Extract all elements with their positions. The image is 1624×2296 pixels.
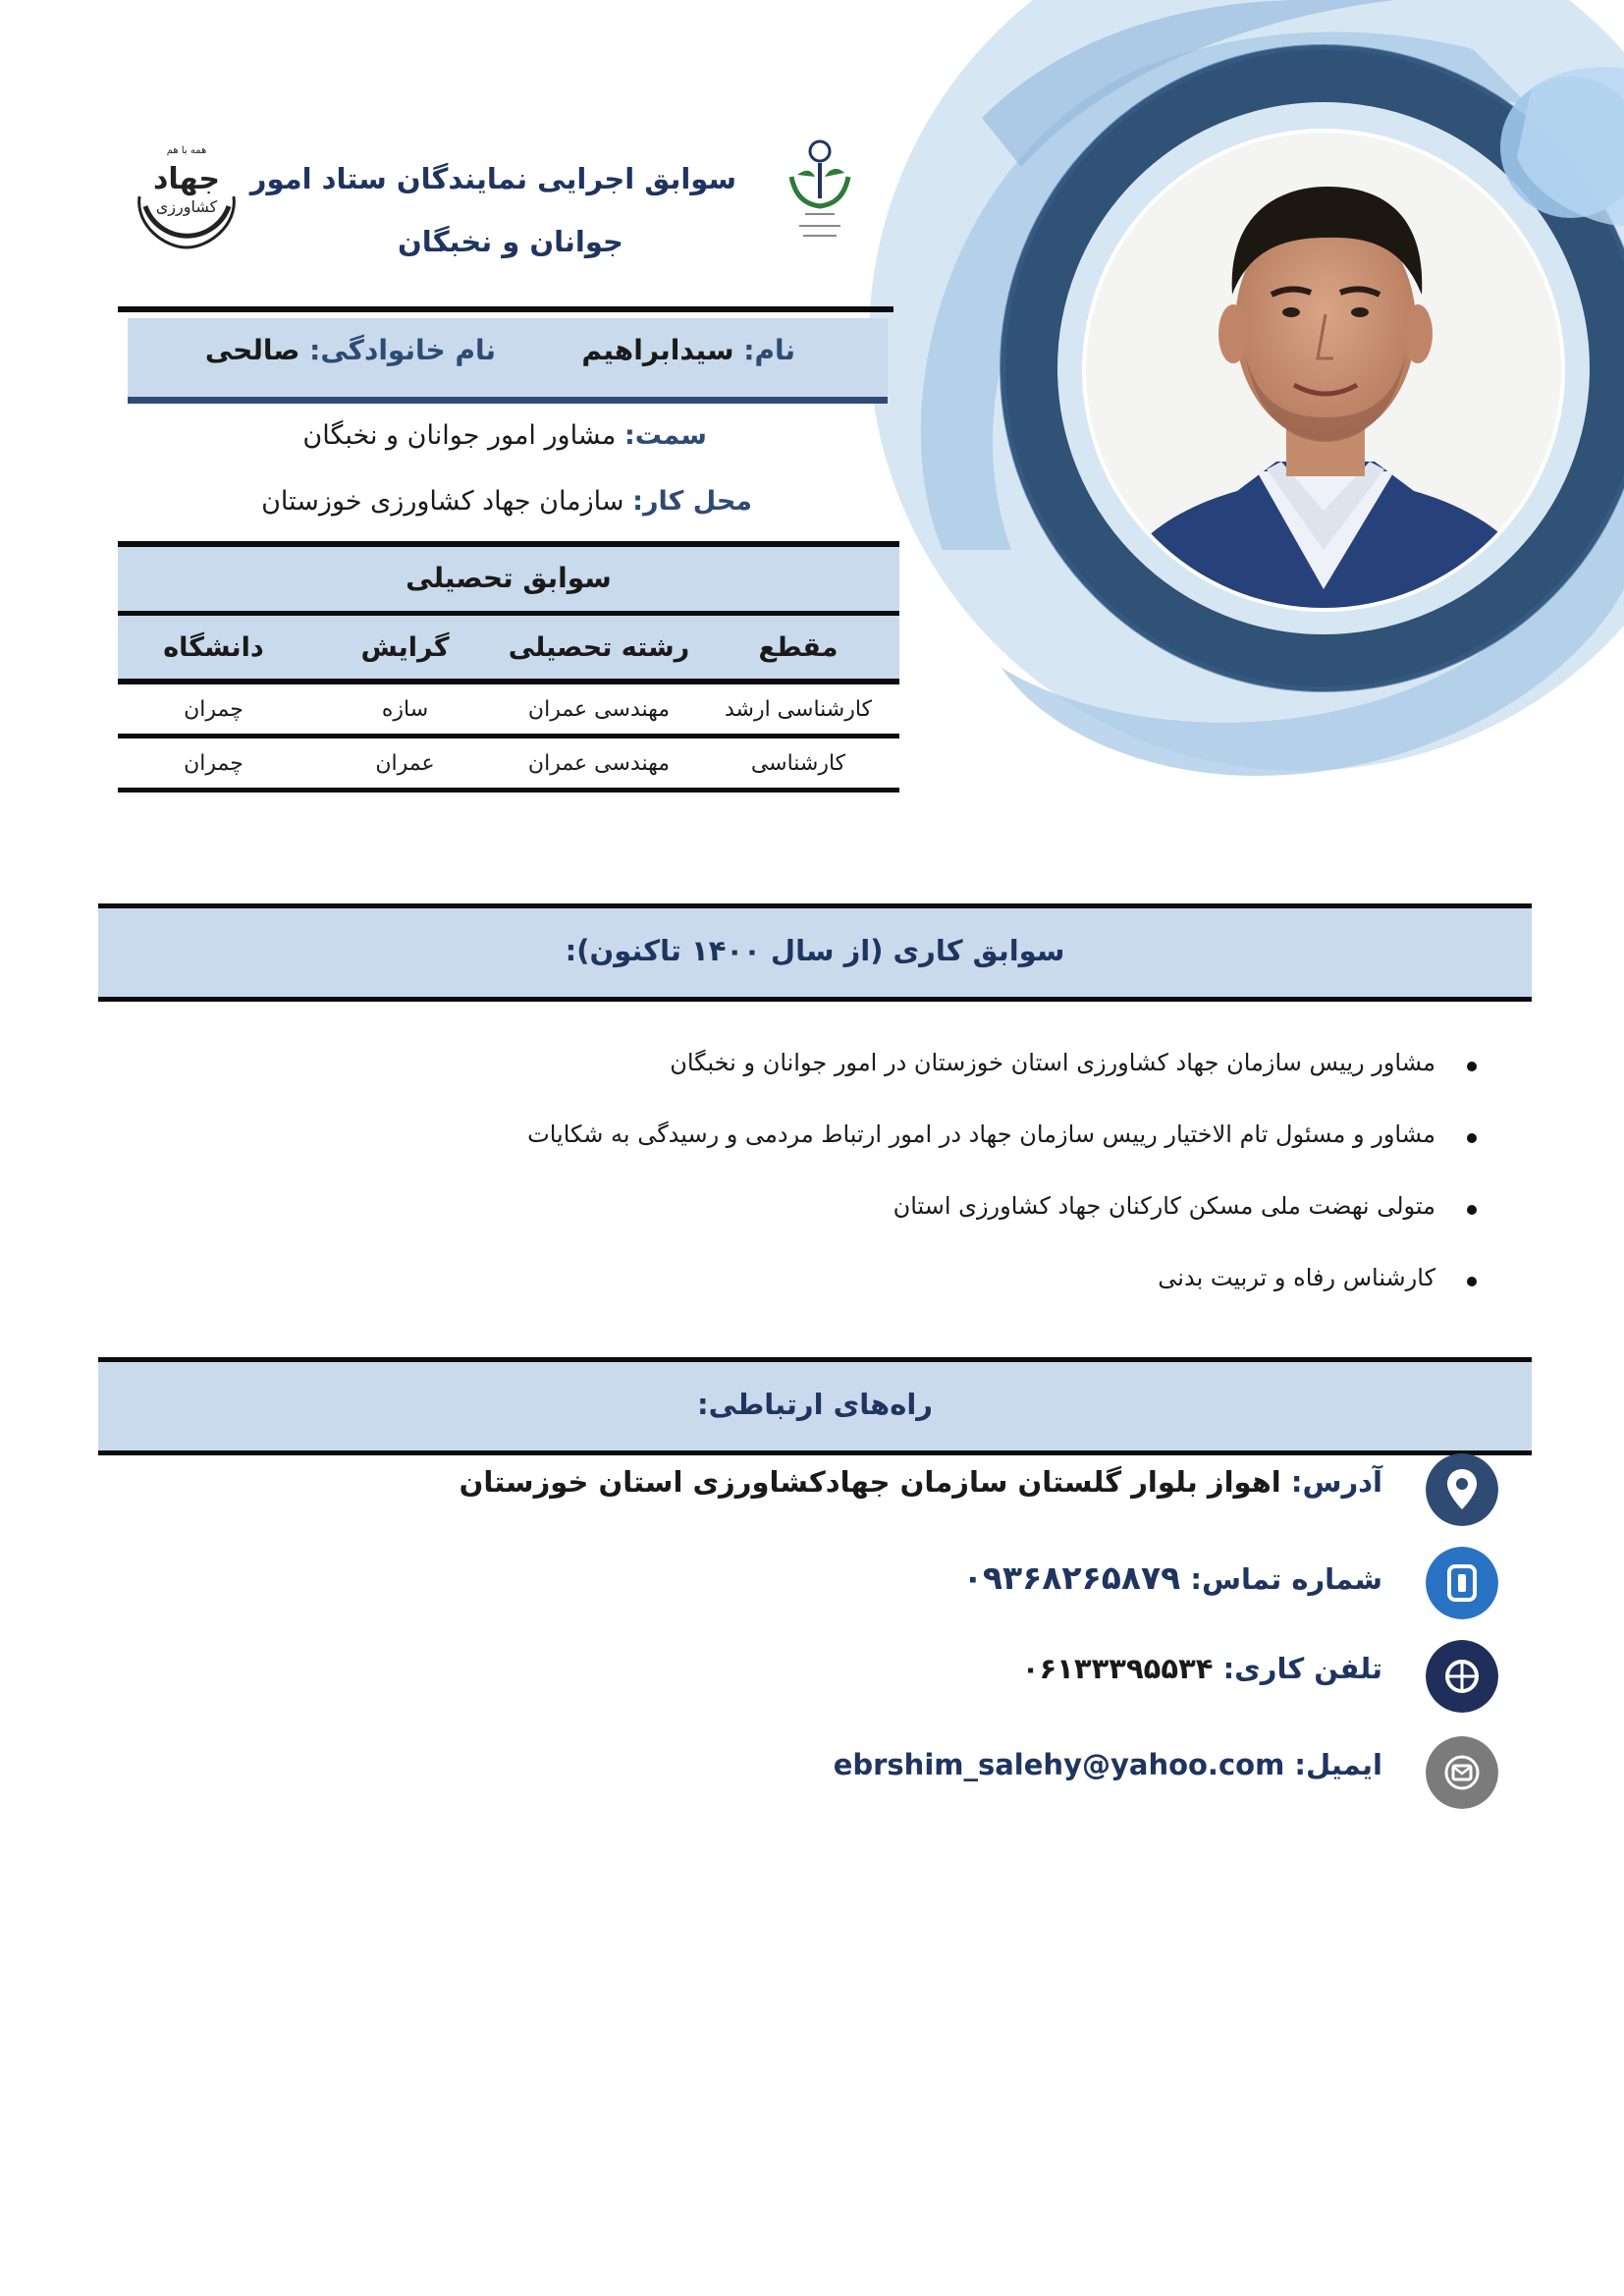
position-value: مشاور امور جوانان و نخبگان xyxy=(302,420,617,451)
phone-text xyxy=(963,1558,1382,1597)
first-name-label: نام: xyxy=(743,334,795,366)
phone-label: شماره تماس: xyxy=(1190,1562,1382,1596)
education-section xyxy=(118,541,899,793)
cell-degree: کارشناسی ارشد xyxy=(697,682,899,737)
svg-text:جهاد: جهاد xyxy=(152,162,221,196)
cell-major: عمران xyxy=(309,737,501,791)
address-text xyxy=(460,1465,1382,1499)
education-title: سوابق تحصیلی xyxy=(118,541,899,616)
list-item-text: متولی نهضت ملی مسکن کارکنان جهاد کشاورزی استان xyxy=(893,1192,1435,1220)
address-row xyxy=(320,1453,1498,1532)
workplace-label: محل کار: xyxy=(632,486,752,517)
col-degree: مقطع xyxy=(697,616,899,682)
name-band xyxy=(118,306,893,405)
col-major: گرایش xyxy=(309,616,501,682)
bullet-icon xyxy=(1467,1062,1477,1071)
col-university: دانشگاه xyxy=(118,616,309,682)
email-text xyxy=(834,1748,1382,1781)
workplace-line xyxy=(261,486,752,517)
page-title xyxy=(249,147,736,273)
email-icon xyxy=(1426,1736,1498,1809)
col-field: رشته تحصیلی xyxy=(501,616,697,682)
list-item-text: مشاور و مسئول تام الاختیار رییس سازمان جهاد در امور ارتباط مردمی و رسیدگی به شکایات xyxy=(527,1121,1435,1148)
work-phone-row xyxy=(320,1640,1498,1719)
first-name-value: سیدابراهیم xyxy=(581,334,734,366)
list-item xyxy=(200,1121,1477,1192)
email-value[interactable]: ebrshim_salehy@yahoo.com xyxy=(833,1748,1285,1781)
bullet-icon xyxy=(1467,1277,1477,1286)
phone-value[interactable]: ۰۹۳۶۸۲۶۵۸۷۹ xyxy=(962,1558,1181,1597)
list-item xyxy=(200,1264,1477,1336)
jahad-keshavarzi-logo xyxy=(126,137,248,255)
education-table xyxy=(118,616,899,793)
email-label: ایمیل: xyxy=(1294,1748,1382,1781)
list-item xyxy=(200,1192,1477,1264)
education-header-row xyxy=(118,616,899,682)
email-row xyxy=(320,1736,1498,1815)
telephone-icon xyxy=(1426,1640,1498,1713)
bullet-icon xyxy=(1467,1133,1477,1143)
contact-title: راه‌های ارتباطی: xyxy=(98,1357,1532,1455)
work-phone-value[interactable]: ۰۶۱۳۳۳۹۵۵۳۴ xyxy=(1021,1652,1214,1685)
work-history-title: سوابق کاری (از سال ۱۴۰۰ تاکنون): xyxy=(98,903,1532,1002)
table-row xyxy=(118,682,899,737)
bullet-icon xyxy=(1467,1205,1477,1215)
family-name-label: نام خانوادگی: xyxy=(309,334,496,366)
family-name-value: صالحی xyxy=(204,334,300,366)
work-history-list xyxy=(200,1049,1477,1336)
phone-row xyxy=(320,1547,1498,1625)
svg-text:همه با هم: همه با هم xyxy=(166,145,207,156)
work-phone-label: تلفن کاری: xyxy=(1222,1652,1382,1685)
location-pin-icon xyxy=(1426,1453,1498,1526)
list-item-text: کارشناس رفاه و تربیت بدنی xyxy=(1158,1264,1435,1291)
work-phone-text xyxy=(1022,1652,1382,1685)
list-item-text: مشاور رییس سازمان جهاد کشاورزی استان خوزستان در امور جوانان و نخبگان xyxy=(670,1049,1435,1076)
workplace-value: سازمان جهاد کشاورزی خوزستان xyxy=(261,486,624,517)
cell-university: چمران xyxy=(118,737,309,791)
address-value: اهواز بلوار گلستان سازمان جهادکشاورزی استان خوزستان xyxy=(459,1465,1281,1499)
position-label: سمت: xyxy=(623,420,707,451)
phone-icon xyxy=(1426,1547,1498,1619)
page-title-line2: جوانان و نخبگان xyxy=(398,225,623,258)
ministry-youth-logo xyxy=(776,137,864,255)
table-row xyxy=(118,737,899,791)
cell-field: مهندسی عمران xyxy=(501,737,697,791)
cell-university: چمران xyxy=(118,682,309,737)
cell-major: سازه xyxy=(309,682,501,737)
position-line xyxy=(302,420,707,451)
cell-degree: کارشناسی xyxy=(697,737,899,791)
cell-field: مهندسی عمران xyxy=(501,682,697,737)
first-name xyxy=(581,334,795,366)
list-item xyxy=(200,1049,1477,1121)
svg-text:کشاورزی: کشاورزی xyxy=(155,197,218,216)
family-name xyxy=(205,334,496,366)
page-title-line1: سوابق اجرایی نمایندگان ستاد امور xyxy=(249,162,736,195)
address-label: آدرس: xyxy=(1290,1465,1382,1499)
